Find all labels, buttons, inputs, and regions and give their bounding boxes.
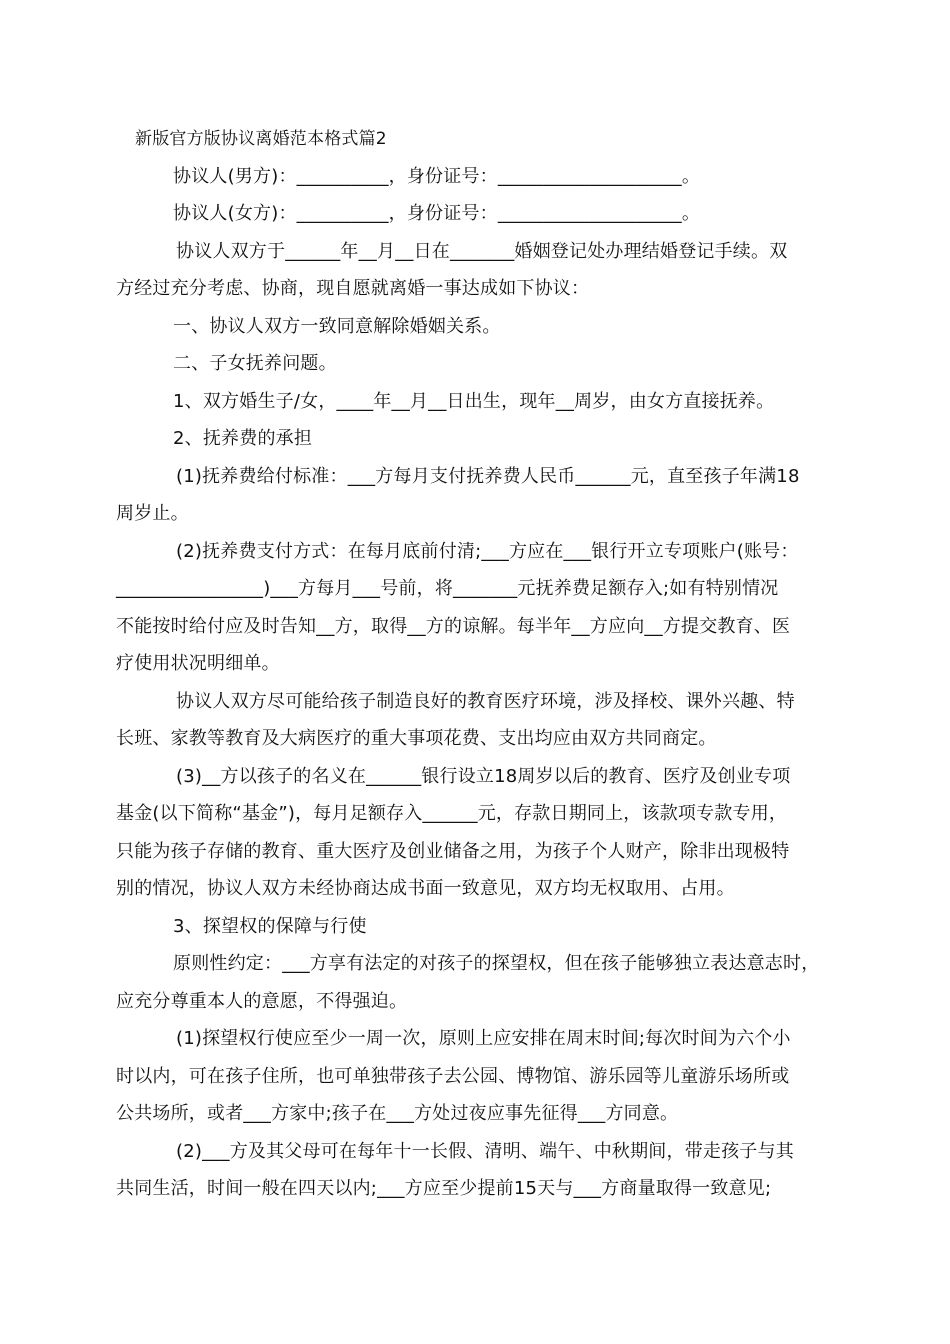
paragraph-line: 原则性约定：___方享有法定的对孩子的探望权，但在孩子能够独立表达意志时，	[173, 953, 820, 974]
paragraph-line: 别的情况，协议人双方未经协商达成书面一致意见，双方均无权取用、占用。	[116, 878, 735, 899]
document-title: 新版官方版协议离婚范本格式篇2	[135, 129, 387, 149]
paragraph-line: 基金(以下简称“基金”)，每月足额存入______元，存款日期同上，该款项专款专用，	[116, 803, 788, 824]
paragraph-line: (1)探望权行使应至少一周一次，原则上应安排在周末时间;每次时间为六个小	[176, 1028, 791, 1049]
paragraph-line: 3、探望权的保障与行使	[173, 916, 367, 937]
paragraph-line: 时以内，可在孩子住所，也可单独带孩子去公园、博物馆、游乐园等儿童游乐场所或	[116, 1066, 790, 1087]
paragraph-line: 共同生活，时间一般在四天以内;___方应至少提前15天与___方商量取得一致意见;	[116, 1178, 772, 1199]
paragraph-line: ________________)___方每月___号前，将_______元抚养费足额存入;如有特别情况	[116, 578, 779, 599]
paragraph-line: (2)___方及其父母可在每年十一长假、清明、端午、中秋期间，带走孩子与其	[176, 1141, 794, 1162]
paragraph-line: 2、抚养费的承担	[173, 428, 313, 449]
paragraph-line: 1、双方婚生子/女，____年__月__日出生，现年__周岁，由女方直接抚养。	[173, 391, 775, 412]
paragraph-line: 公共场所，或者___方家中;孩子在___方处过夜应事先征得___方同意。	[116, 1103, 679, 1124]
paragraph-line: (1)抚养费给付标准：___方每月支付抚养费人民币______元，直至孩子年满18	[176, 466, 800, 487]
paragraph-line: 协议人(男方)：__________，身份证号：____________________。	[173, 166, 701, 187]
paragraph-line: 协议人双方尽可能给孩子制造良好的教育医疗环境，涉及择校、课外兴趣、特	[176, 691, 795, 712]
paragraph-line: 周岁止。	[116, 503, 189, 524]
paragraph-line: 长班、家教等教育及大病医疗的重大事项花费、支出均应由双方共同商定。	[116, 728, 717, 749]
paragraph-line: 应充分尊重本人的意愿，不得强迫。	[116, 991, 408, 1012]
paragraph-line: 协议人(女方)：__________，身份证号：____________________。	[173, 203, 701, 224]
paragraph-line: 一、协议人双方一致同意解除婚姻关系。	[173, 316, 501, 337]
paragraph-line: 疗使用状况明细单。	[116, 653, 280, 674]
paragraph-line: 不能按时给付应及时告知__方，取得__方的谅解。每半年__方应向__方提交教育、医	[116, 616, 791, 637]
paragraph-line: (3)__方以孩子的名义在______银行设立18周岁以后的教育、医疗及创业专项	[176, 766, 791, 787]
paragraph-line: 二、子女抚养问题。	[173, 353, 337, 374]
paragraph-line: 方经过充分考虑、协商，现自愿就离婚一事达成如下协议：	[116, 278, 590, 299]
paragraph-line: (2)抚养费支付方式：在每月底前付清;___方应在___银行开立专项账户(账号：	[176, 541, 799, 562]
paragraph-line: 协议人双方于______年__月__日在_______婚姻登记处办理结婚登记手续。双	[176, 241, 788, 262]
paragraph-line: 只能为孩子存储的教育、重大医疗及创业储备之用，为孩子个人财产，除非出现极特	[116, 841, 790, 862]
